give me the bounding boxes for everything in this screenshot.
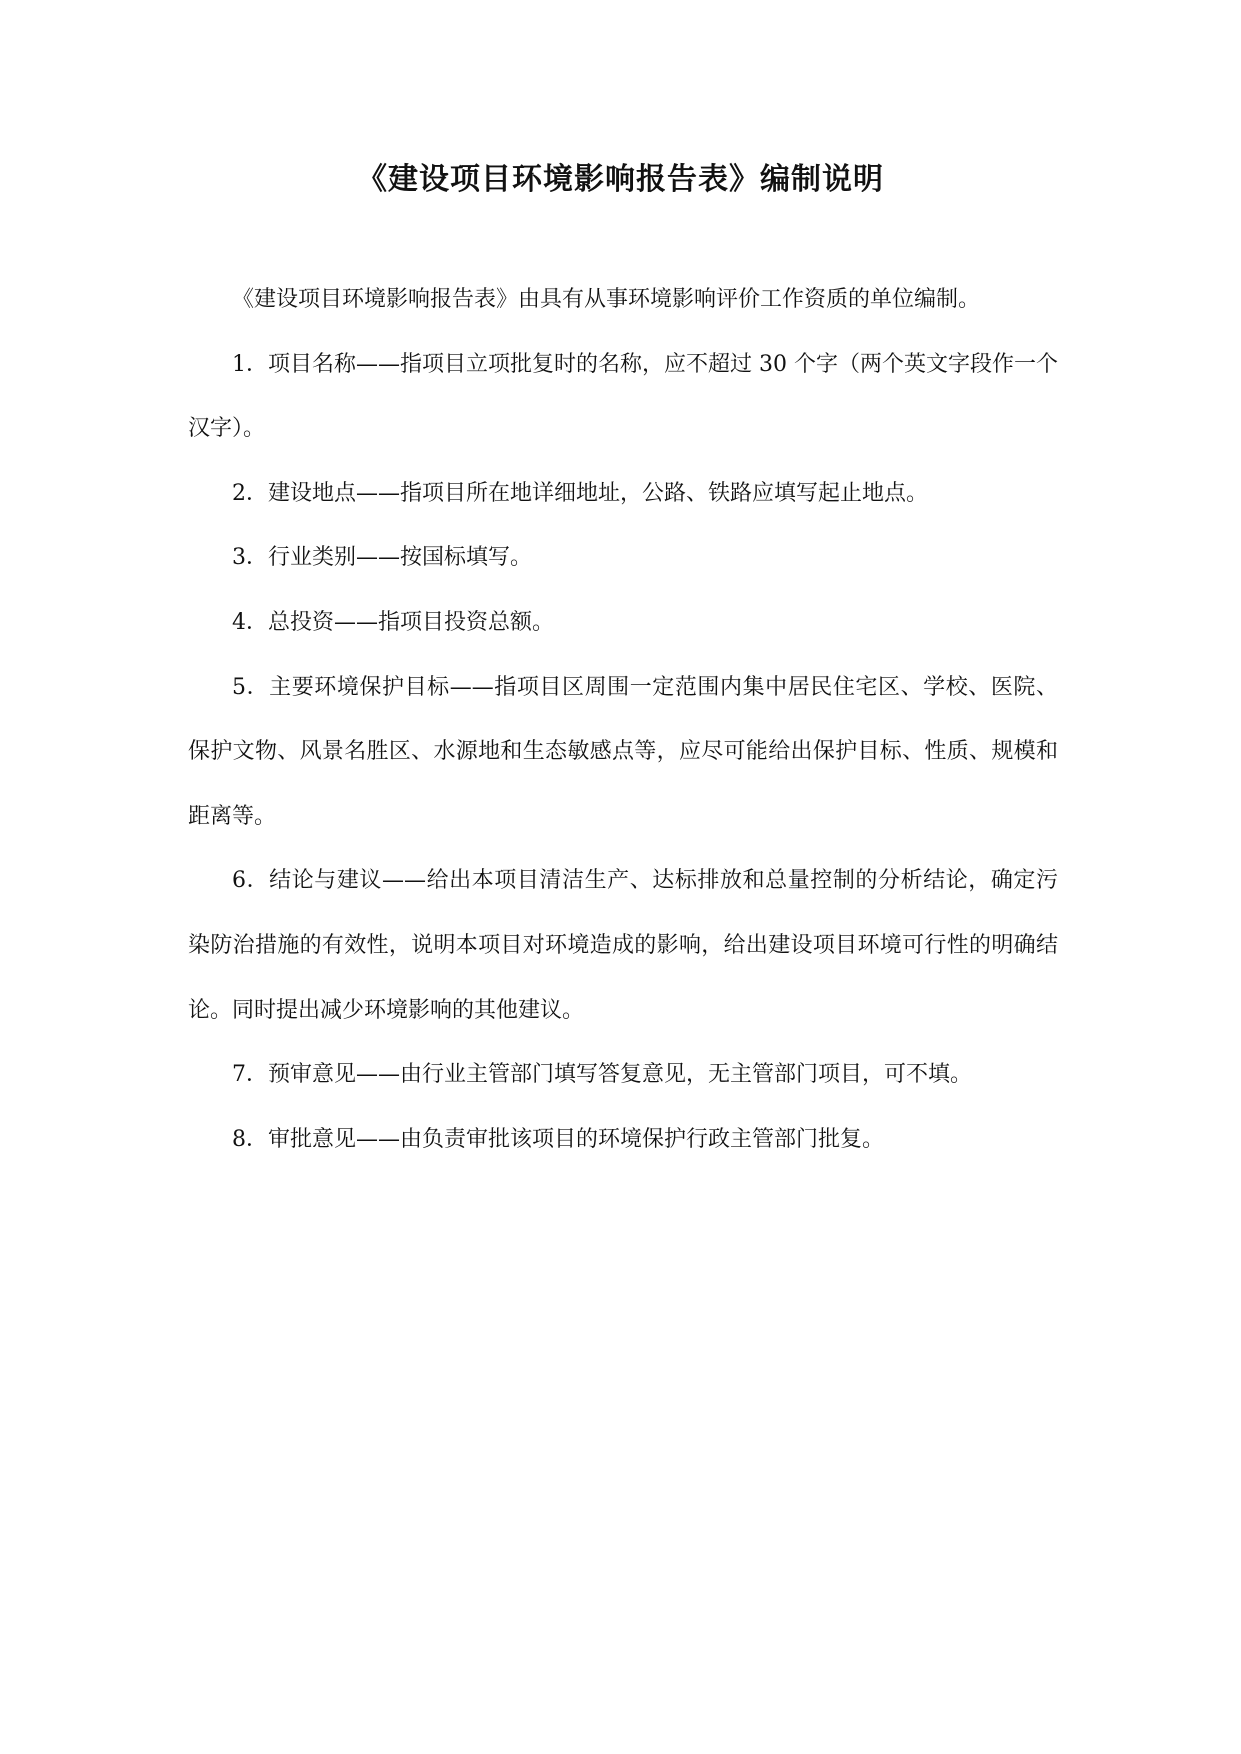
document-body bbox=[188, 268, 1058, 1172]
item-total-investment: 4．总投资——指项目投资总额。 bbox=[232, 609, 554, 635]
item-project-name: 1．项目名称——指项目立项批复时的名称，应不超过 30 个字（两个英文字段作一个汉字）。 bbox=[188, 351, 1058, 442]
intro-paragraph: 《建设项目环境影响报告表》由具有从事环境影响评价工作资质的单位编制。 bbox=[232, 287, 981, 312]
item-approval-opinion: 8．审批意见——由负责审批该项目的环境保护行政主管部门批复。 bbox=[232, 1126, 884, 1152]
item-conclusions: 6．结论与建议——给出本项目清洁生产、达标排放和总量控制的分析结论，确定污染防治措施的有效性，说明本项目对环境造成的影响，给出建设项目环境可行性的明确结论。同时提出减少环境影响的其他建议。 bbox=[188, 868, 1058, 1023]
item-preliminary-review: 7．预审意见——由行业主管部门填写答复意见，无主管部门项目，可不填。 bbox=[232, 1062, 972, 1088]
item-protection-targets: 5．主要环境保护目标——指项目区周围一定范围内集中居民住宅区、学校、医院、保护文物、风景名胜区、水源地和生态敏感点等，应尽可能给出保护目标、性质、规模和距离等。 bbox=[188, 674, 1058, 829]
document-title: 《建设项目环境影响报告表》编制说明 bbox=[357, 162, 884, 197]
item-construction-site: 2．建设地点——指项目所在地详细地址，公路、铁路应填写起止地点。 bbox=[232, 480, 928, 506]
item-industry-category: 3．行业类别——按国标填写。 bbox=[232, 545, 532, 571]
